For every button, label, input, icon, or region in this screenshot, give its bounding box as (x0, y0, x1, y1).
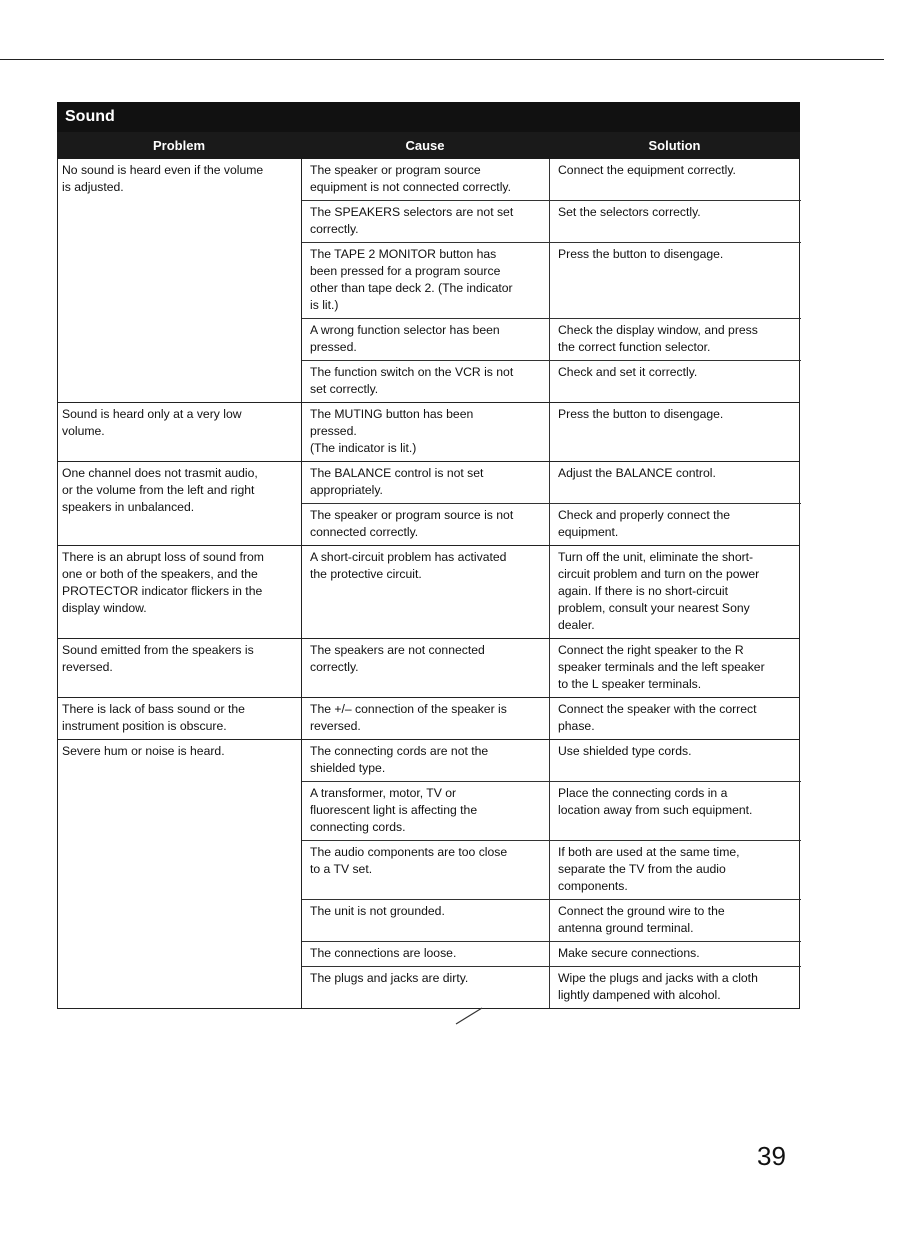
cause-solution-row (302, 504, 801, 545)
cause-solution-row (302, 319, 801, 361)
cause-solution-row (302, 841, 801, 900)
top-rule (0, 59, 884, 60)
problem-group (58, 698, 799, 740)
cause-solution-row (302, 403, 801, 461)
cause-solution-row (302, 639, 801, 697)
solution-text: Press the button to disengage. (558, 247, 724, 261)
cause-text: The unit is not grounded. (302, 900, 550, 941)
cause-text: The speakers are not connected correctly. (302, 639, 550, 697)
cause-solution-row (302, 967, 801, 1008)
cause-solution-row (302, 740, 801, 782)
troubleshooting-section (57, 102, 800, 1009)
cause-solution-row (302, 782, 801, 841)
solution-text: Connect the right speaker to the R speaker terminals and the left speaker to the L speaker terminals. (558, 643, 765, 691)
cause-solution-row (302, 546, 801, 638)
cause-solution-row (302, 900, 801, 942)
solution-text: Turn off the unit, eliminate the short- circuit problem and turn on the power again. If there is no short-circuit problem, consult your nearest Sony dealer. (558, 550, 760, 632)
solution-text: If both are used at the same time, separate the TV from the audio components. (558, 845, 740, 893)
problem-text: Severe hum or noise is heard. (58, 740, 302, 1008)
stray-pen-mark (454, 1006, 484, 1026)
cause-text: The audio components are too close to a TV set. (302, 841, 550, 899)
cause-solution-row (302, 201, 801, 243)
solution-text: Set the selectors correctly. (558, 205, 701, 219)
problem-text: Sound is heard only at a very low volume. (58, 403, 302, 461)
solution-text: Check and properly connect the equipment. (558, 508, 731, 539)
solution-text: Adjust the BALANCE control. (558, 466, 716, 480)
cause-solution-list (302, 698, 801, 739)
problem-group (58, 639, 799, 698)
cause-text: The TAPE 2 MONITOR button has been pressed for a program source other than tape deck 2. (The indicator is lit.) (302, 243, 550, 318)
cause-solution-row (302, 361, 801, 402)
cause-solution-list (302, 546, 801, 638)
problem-text: Sound emitted from the speakers is reversed. (58, 639, 302, 697)
cause-text: A short-circuit problem has activated the protective circuit. (302, 546, 550, 638)
cause-text: The speaker or program source is not connected correctly. (302, 504, 550, 545)
problem-group (58, 159, 799, 403)
problem-group (58, 740, 799, 1008)
solution-text: Make secure connections. (558, 946, 700, 960)
cause-solution-list (302, 740, 801, 1008)
cause-solution-row (302, 243, 801, 319)
solution-text: Check the display window, and press the correct function selector. (558, 323, 758, 354)
solution-text: Wipe the plugs and jacks with a cloth lightly dampened with alcohol. (558, 971, 758, 1002)
header-cause: Cause (405, 138, 445, 153)
cause-text: A wrong function selector has been pressed. (302, 319, 550, 360)
header-problem: Problem (152, 138, 205, 153)
solution-text: Connect the speaker with the correct phase. (558, 702, 757, 733)
cause-solution-row (302, 462, 801, 504)
cause-text: The connecting cords are not the shielded type. (302, 740, 550, 781)
solution-text: Press the button to disengage. (558, 407, 724, 421)
cause-solution-list (302, 159, 801, 402)
solution-text: Check and set it correctly. (558, 365, 698, 379)
solution-text: Place the connecting cords in a location away from such equipment. (558, 786, 753, 817)
problem-text: One channel does not trasmit audio, or the volume from the left and right speakers in unbalanced. (58, 462, 302, 545)
header-solution: Solution (648, 138, 701, 153)
problem-text: There is an abrupt loss of sound from one or both of the speakers, and the PROTECTOR indicator flickers in the display window. (58, 546, 302, 638)
cause-text: The MUTING button has been pressed. (The indicator is lit.) (302, 403, 550, 461)
problem-group (58, 546, 799, 639)
cause-text: The plugs and jacks are dirty. (302, 967, 550, 1008)
problem-group (58, 462, 799, 546)
troubleshooting-table (57, 159, 800, 1009)
solution-text: Connect the equipment correctly. (558, 163, 736, 177)
cause-text: A transformer, motor, TV or fluorescent light is affecting the connecting cords. (302, 782, 550, 840)
cause-solution-list (302, 403, 801, 461)
cause-text: The BALANCE control is not set appropriately. (302, 462, 550, 503)
cause-solution-row (302, 159, 801, 201)
solution-text: Use shielded type cords. (558, 744, 692, 758)
page-number: 39 (757, 1141, 786, 1171)
cause-text: The connections are loose. (302, 942, 550, 966)
cause-solution-row (302, 942, 801, 967)
solution-text: Connect the ground wire to the antenna ground terminal. (558, 904, 725, 935)
column-headers (57, 132, 800, 159)
cause-solution-list (302, 462, 801, 545)
section-title: Sound (57, 102, 800, 132)
cause-text: The function switch on the VCR is not set correctly. (302, 361, 550, 402)
problem-text: There is lack of bass sound or the instrument position is obscure. (58, 698, 302, 739)
cause-solution-list (302, 639, 801, 697)
cause-text: The +/– connection of the speaker is reversed. (302, 698, 550, 739)
problem-group (58, 403, 799, 462)
problem-text: No sound is heard even if the volume is adjusted. (58, 159, 302, 402)
cause-text: The SPEAKERS selectors are not set correctly. (302, 201, 550, 242)
cause-solution-row (302, 698, 801, 739)
cause-text: The speaker or program source equipment is not connected correctly. (302, 159, 550, 200)
